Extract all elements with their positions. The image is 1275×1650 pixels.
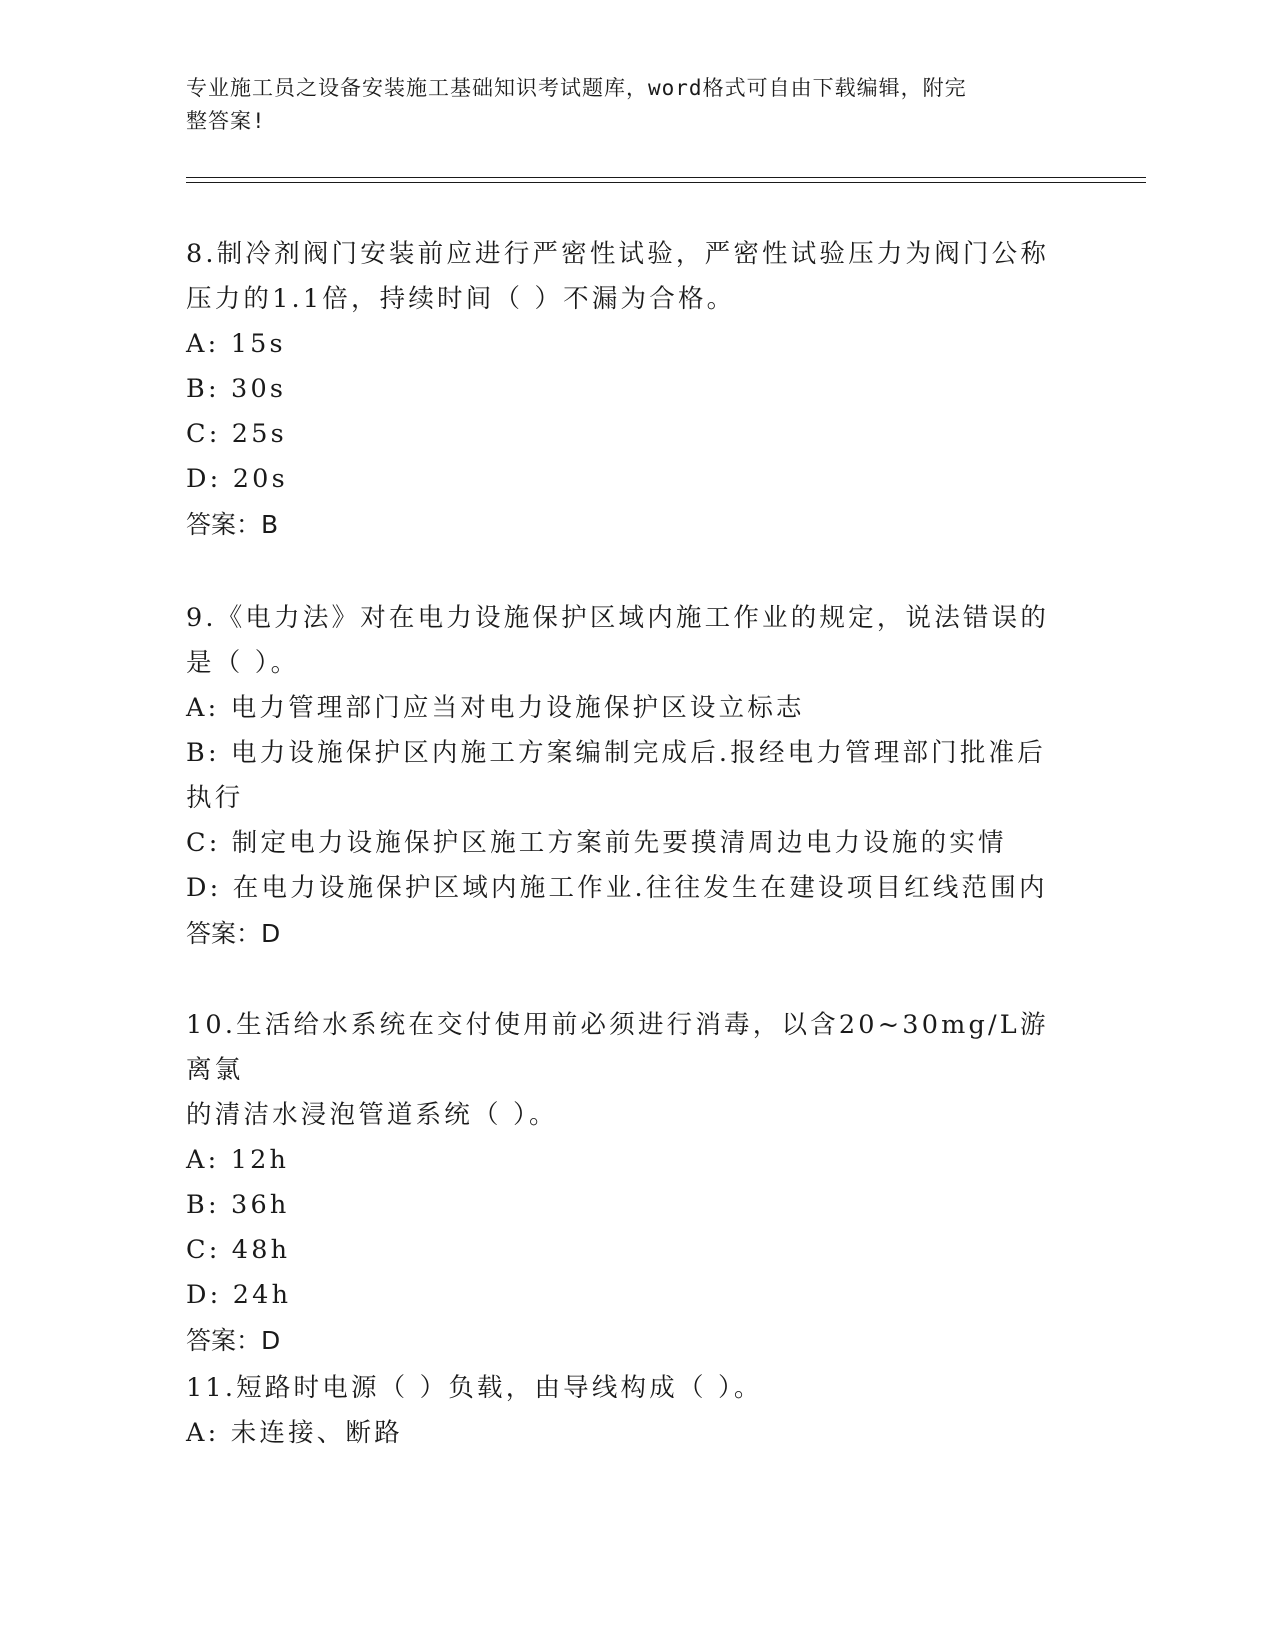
question-8 [186, 232, 1056, 547]
header-title-line-1: 专业施工员之设备安装施工基础知识考试题库，word格式可自由下载编辑，附完 [186, 76, 967, 100]
option-d: D: 20s [186, 464, 288, 494]
answer: 答案：D [186, 1326, 281, 1355]
question-9 [186, 596, 1056, 956]
document-header [186, 72, 1066, 138]
question-stem-line: 压力的1.1倍，持续时间（ ）不漏为合格。 [186, 284, 736, 314]
question-stem-line: 11.短路时电源（ ）负载，由导线构成（ ）。 [186, 1373, 763, 1403]
option-b: B: 电力设施保护区内施工方案编制完成后.报经电力管理部门批准后 [186, 738, 1046, 768]
option-c: C: 制定电力设施保护区施工方案前先要摸清周边电力设施的实情 [186, 828, 1007, 858]
option-c: C: 48h [186, 1235, 291, 1265]
option-a: A: 电力管理部门应当对电力设施保护区设立标志 [186, 693, 805, 723]
option-a: A: 未连接、断路 [186, 1418, 403, 1448]
header-divider-top [186, 177, 1146, 178]
option-d: D: 24h [186, 1280, 292, 1310]
header-divider-bottom [186, 182, 1146, 183]
question-11 [186, 1366, 1056, 1456]
question-stem-line: 的清洁水浸泡管道系统（ ）。 [186, 1100, 558, 1130]
question-10 [186, 1003, 1056, 1363]
option-a: A: 15s [186, 329, 286, 359]
question-stem-line: 是（ ）。 [186, 648, 300, 678]
question-stem-line: 9.《电力法》对在电力设施保护区域内施工作业的规定，说法错误的 [186, 603, 1050, 633]
option-a: A: 12h [186, 1145, 290, 1175]
answer: 答案：D [186, 919, 281, 948]
option-d: D: 在电力设施保护区域内施工作业.往往发生在建设项目红线范围内 [186, 873, 1048, 903]
option-b: B: 36h [186, 1190, 290, 1220]
header-title-line-2: 整答案! [186, 109, 266, 133]
option-c: C: 25s [186, 419, 287, 449]
question-stem-line: 8.制冷剂阀门安装前应进行严密性试验，严密性试验压力为阀门公称 [186, 239, 1050, 269]
answer: 答案：B [186, 510, 279, 539]
option-b-continued: 执行 [186, 783, 244, 813]
option-b: B: 30s [186, 374, 287, 404]
question-stem-line: 10.生活给水系统在交付使用前必须进行消毒，以含20~30mg/L游离氯 [186, 1010, 1049, 1085]
